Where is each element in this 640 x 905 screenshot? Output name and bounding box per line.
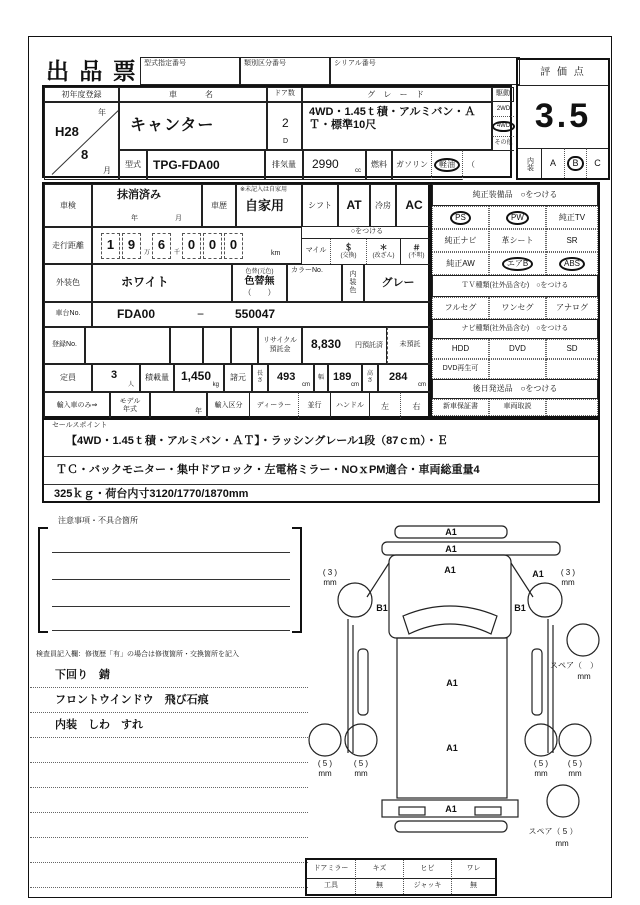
shaken-label: 車検 [44,184,92,227]
mirror-break: ワレ [451,860,495,879]
exchange-label: (交換) [340,252,357,259]
mirror-tools-table [305,858,497,896]
left-taillight [399,807,425,815]
right-taillight [475,807,501,815]
navi-hdd: HDD [432,339,489,359]
handle-right: 右 [400,392,432,420]
mirror-scratch: キズ [355,860,403,879]
pw-circled: PW [506,211,529,225]
capacity-value: 3 [111,369,118,381]
sales-points-box [42,418,600,503]
history-value: 自家用 [245,198,285,213]
length-unit: cm [302,382,310,389]
equip-abs [546,252,598,275]
model-year-label: モデル年式 [110,392,150,420]
equip-leather: 革シート [489,229,546,252]
tv-analog: アナログ [546,297,598,319]
drive-4wd-circled: 4WD [492,121,515,133]
payload-label: 積載量 [140,364,174,392]
odo-mark-tamper [366,239,400,264]
fuel-paren-cell [462,150,514,180]
equip-pw [489,206,546,229]
inspector-rule-8 [30,862,308,863]
panel-label-front: A1 [445,544,457,554]
odo-km-unit: km [271,249,281,257]
model-code: TPG-FDA00 [153,158,220,172]
recycle-amount: 8,830 [311,337,342,351]
model-year-cell [150,392,207,420]
front-left-tread-unit: mm [323,578,337,587]
inspector-header: 検査員記入欄：修復歴「有」の場合は修復箇所・交換箇所を記入 [36,651,239,658]
cool-value: AC [396,184,432,227]
fuel-gasoline: ガソリン [392,150,432,180]
reg-no-label: 登録No. [44,327,85,364]
panel-label-bed-lower: A1 [446,743,458,753]
car-name-cell [119,102,267,150]
abs-circled: ABS [559,257,585,271]
rear-left-inner-tire [345,724,377,756]
spare-mid-unit: mm [577,672,591,681]
first-reg-cell [44,102,119,180]
rear-right-outer-tire [559,724,591,756]
rear-tread-label: ( 5 ) [533,759,549,768]
mirror-crack: ヒビ [403,860,451,879]
payload-value: 1,450 [181,369,212,383]
sales-points-label: セールスポイント [52,422,108,429]
drive-option-2wd: 2WD [492,102,514,117]
interior-grade-b [564,148,586,178]
equip-sr: SR [546,229,598,252]
jack-value: 無 [451,879,495,894]
panel-label-bed-upper: A1 [446,678,458,688]
rear-tread-unit: mm [568,769,582,778]
first-reg-header: 初年度登録 [44,87,119,102]
equip-navi: 純正ナビ [432,229,489,252]
dvd-play: DVD再生可 [432,359,489,379]
dvd-play-blank-1 [489,359,546,379]
capacity-label: 定員 [44,364,92,392]
notes-bracket-left [38,527,48,633]
spare-mid-label: スペア（ ） [550,661,598,670]
notes-line-1 [52,552,290,553]
type-designation-label: 型式指定番号 [144,60,186,67]
inspector-rule-6 [30,812,308,813]
equip-airbag [489,252,546,275]
car-name-header: 車 名 [119,87,267,102]
int-color-value: グレー [364,264,432,302]
tamper-symbol: ＊ [379,243,388,253]
notes-label: 注意事項・不具合箇所 [58,516,138,525]
front-right-tread-unit: mm [561,578,575,587]
jack-label: ジャッキ [403,879,451,894]
front-right-tread-label: ( 3 ) [560,568,576,577]
width-unit: cm [351,382,359,389]
inspector-rule-4 [30,762,308,763]
first-reg-month: 8 [81,147,89,162]
spare-tire-mid [567,624,599,656]
odo-digit: 0 [224,233,243,259]
reg-no-cell-2 [170,327,203,364]
odo-mark-unknown [400,239,432,264]
odo-digit: 1 [101,233,120,259]
rating-box [516,58,610,180]
odo-mark-header: ○をつける [302,227,432,239]
length-label: 長さ [252,364,268,392]
import-class-label: 輸入区分 [207,392,250,420]
ext-color-label: 外装色 [44,264,92,302]
vin-dash: − [197,307,205,321]
grade-header: グ レ ー ド [302,87,492,102]
displacement-unit: cc [355,168,361,175]
vin-prefix: FDA00 [117,307,156,321]
panel-label-front-top: A1 [445,527,457,537]
import-dealer: ディーラー [250,392,298,420]
fuel-label: 燃料 [366,150,392,180]
ship-later-header: 後日発送品 ○をつける [432,379,598,399]
rating-header: 評 価 点 [518,60,608,86]
model-year-unit: 年 [195,407,202,415]
payload-unit: kg [212,382,219,389]
odo-digit: 6 [152,233,171,259]
history-note: ※未記入は自家用 [240,187,288,193]
airbag-circled: エアB [502,257,533,271]
notes-line-4 [52,630,290,631]
spec-label: 諸元 [224,364,252,392]
recycle-label: リサイクル預託金 [258,327,302,364]
panel-label-rear-bumper: A1 [445,804,457,814]
panel-label-left-pillar: B1 [376,603,388,613]
height-unit: cm [418,382,426,389]
inspector-rule-5 [30,787,308,788]
doors-cell [267,102,302,150]
exchange-symbol: ＄ [344,243,353,253]
import-parallel: 並行 [298,392,330,420]
inspector-entry-2: フロントウインドウ 飛び石痕 [55,694,209,706]
drive-header: 駆動 [492,87,514,102]
width-value: 189 [333,371,352,383]
equipment-table [430,182,600,418]
rating-score: 3.5 [534,97,592,136]
grade-text: 4WD・1.45ｔ積・アルミバン・ＡＴ・標準10尺 [309,106,476,131]
rear-tread-label: ( 5 ) [567,759,583,768]
mile-cell: マイル [305,247,327,255]
rear-left-outer-tire [309,724,341,756]
navi-type-header: ナビ種類(社外品含む) ○をつける [432,319,598,339]
height-value: 284 [389,371,408,383]
navi-sd: SD [546,339,598,359]
doors-header: ドア数 [267,87,302,102]
notes-line-3 [52,606,290,607]
serial-number-label: シリアル番号 [334,60,376,67]
color-no-cell [287,264,342,302]
tools-label: 工具 [324,882,338,890]
type-designation-box [140,57,240,85]
history-label: 車歴 [202,184,236,227]
odometer-label: 走行距離 [44,227,92,264]
drive-option-other: その他 [492,136,514,150]
unknown-label: (不明) [408,252,425,259]
dvd-play-blank-2 [546,359,598,379]
grade-cell [302,102,492,150]
rear-right-inner-tire [525,724,557,756]
shaken-cell [92,184,202,227]
history-cell [236,184,302,227]
interior-rating-label: 内装 [518,148,542,178]
interior-grade-c: C [586,148,608,178]
panel-label-right-pillar: B1 [514,603,526,613]
odo-sen-unit: 千 [174,250,181,257]
front-left-tire [338,583,372,617]
shift-label: シフト [302,184,338,227]
panel-label-right-corner: A1 [532,569,544,579]
payload-cell [174,364,224,392]
ps-circled: PS [450,211,471,225]
door-mirror-label: ドアミラー [307,860,355,879]
first-reg-month-unit: 月 [103,165,111,175]
vehicle-table [42,85,512,178]
cargo-bed [397,638,507,798]
notes-line-2 [52,579,290,580]
first-reg-year-unit: 年 [98,108,106,117]
rear-tread-unit: mm [534,769,548,778]
equip-header: 純正装備品 ○をつける [432,184,598,206]
panel-label-cab-roof: A1 [444,565,456,575]
shift-value: AT [338,184,370,227]
spare-tire-bottom [547,785,579,817]
tv-fullseg: フルセグ [432,297,489,319]
inspector-rule-1 [30,687,308,688]
odo-man-unit: 万 [144,250,151,257]
color-no-label: カラーNo. [291,267,323,274]
windshield [403,606,497,634]
main-data-table [42,182,430,418]
odo-digit: 0 [203,233,222,259]
shaken-month-unit: 月 [175,214,182,222]
capacity-unit: 人 [127,382,134,389]
rear-underbar [395,821,507,832]
class-division-label: 類別区分番号 [244,60,286,67]
length-value: 493 [277,371,296,383]
shaken-year-unit: 年 [131,214,138,222]
rear-tread-label: ( 5 ) [317,759,333,768]
interior-grade-b-circled: B [567,156,583,171]
shaken-status: 抹消済み [117,189,161,201]
inspector-entry-1: 下回り 錆 [55,669,110,681]
interior-grade-a: A [542,148,564,178]
inspector-entry-3: 内装 しわ すれ [55,719,143,731]
model-code-label: 型式 [119,150,147,180]
tools-value: 無 [355,879,403,894]
width-label: 幅 [314,364,328,392]
inspector-rule-3 [30,737,308,738]
sales-line-1: 【4WD・1.45ｔ積・アルミバン・ＡＴ】・ラッシングレール1段（87ｃｍ）・Ｅ [44,430,598,457]
handle-left: 左 [370,392,400,420]
import-only-label: 輸入車のみ⇒ [44,392,110,420]
left-stake-rail [358,649,368,715]
fuel-paren: （ [467,160,475,169]
recolor-value: 色替無 [244,276,275,288]
ship-warranty: 新車保証書 [432,399,489,416]
unknown-symbol: ＃ [412,243,421,253]
car-name: キャンター [130,117,215,134]
notes-bracket-right [292,527,302,633]
reg-no-cell-1 [85,327,170,364]
ext-color-cell [92,264,232,302]
vin-serial: 550047 [235,307,276,321]
doors-unit: D [283,137,289,145]
ext-color-value: ホワイト [121,275,169,289]
fuel-diesel-circled: 軽油 [434,158,460,172]
ship-manual: 車両取説 [489,399,546,416]
inspector-rule-9 [30,887,308,888]
equip-aw: 純正AW [432,252,489,275]
fuel-diesel [432,150,462,180]
recolor-cell [232,264,287,302]
reg-no-cell-3 [203,327,231,364]
displacement-cell [303,150,366,180]
serial-number-box [330,57,520,85]
cool-label: 冷房 [370,184,396,227]
odo-digit: 9 [122,233,141,259]
drive-option-4wd [492,117,514,136]
equip-tv: 純正TV [546,206,598,229]
odometer-cell [92,227,302,264]
inspector-rule-2 [30,712,308,713]
recolor-label: 色替(元色) [245,269,274,276]
capacity-cell [92,364,140,392]
recycle-amount-unit: 円預託済 [355,342,383,349]
int-color-label: 内装色 [342,264,364,302]
height-cell [378,364,432,392]
displacement-value: 2990 [312,157,339,171]
spare-bottom-unit: mm [555,839,569,848]
front-bumper [382,542,560,555]
navi-dvd: DVD [489,339,546,359]
doors-count: 2 [282,116,289,130]
recolor-paren: （ ） [243,287,276,297]
sales-line-2: ＴＣ・バックモニター・集中ドアロック・左電格ミラー・NOｘPM適合・車両総重量4 [44,457,598,485]
front-right-tire [528,583,562,617]
odo-digit: 0 [182,233,201,259]
sales-line-3: 325ｋｇ・荷台内寸3120/1770/1870mm [54,488,249,500]
tamper-label: (改ざん) [372,252,395,259]
length-cell [268,364,314,392]
class-division-box [240,57,330,85]
recycle-amount-cell [302,327,387,364]
odo-mark-exchange [330,239,366,264]
displacement-label: 排気量 [265,150,303,180]
height-label: 高さ [362,364,378,392]
reg-no-cell-4 [231,327,258,364]
tv-oneseg: ワンセグ [489,297,546,319]
equip-ps [432,206,489,229]
vehicle-diagram [303,513,638,858]
vin-cell [92,302,432,327]
vin-label: 車台No. [44,302,92,327]
right-stake-rail [532,649,542,715]
rear-tread-unit: mm [354,769,368,778]
page-title: 出 品 票 [46,58,138,84]
inspector-rule-7 [30,837,308,838]
first-reg-year: H28 [55,124,79,139]
rear-tread-unit: mm [318,769,332,778]
recycle-none: 未預託 [387,327,432,364]
model-code-cell [147,150,265,180]
width-cell [328,364,362,392]
spare-bottom-label: スペア（ 5 ） [528,827,578,836]
front-left-tread-label: ( 3 ) [322,568,338,577]
rear-tread-label: ( 5 ) [353,759,369,768]
tv-type-header: ＴＶ種類(社外品含む) ○をつける [432,275,598,297]
ship-blank [546,399,598,416]
handle-label: ハンドル [330,392,370,420]
